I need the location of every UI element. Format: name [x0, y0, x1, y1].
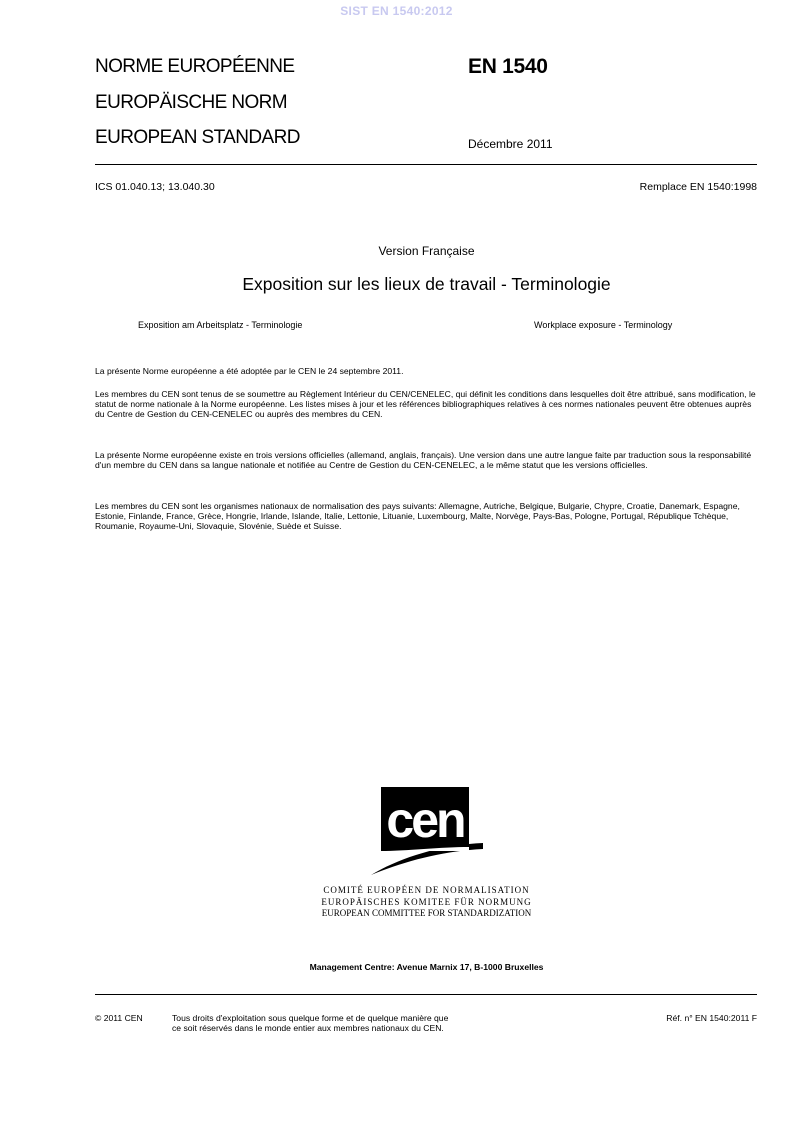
- watermark: SIST EN 1540:2012: [340, 4, 453, 18]
- title-english: Workplace exposure - Terminology: [534, 320, 673, 330]
- committee-names: [0, 885, 793, 920]
- committee-name-en: EUROPEAN COMMITTEE FOR STANDARDIZATION: [321, 908, 532, 918]
- copyright: © 2011 CEN: [95, 1013, 143, 1023]
- ics-codes: ICS 01.040.13; 13.040.30: [95, 181, 215, 193]
- svg-text:cen: cen: [386, 792, 464, 848]
- norm-name-en: EUROPEAN STANDARD: [95, 127, 300, 148]
- title-german: Exposition am Arbeitsplatz - Terminologie: [138, 320, 303, 330]
- members-rules-paragraph: Les membres du CEN sont tenus de se soumettre au Règlement Intérieur du CEN/CENELEC, qui définit les conditions dans lesquelles doit être attribué, sans modification, le statut de norme nationale à la Norme européenne. Les listes mises à jour et les références bibliographiques relatives à ces normes nationales peuvent être obtenues auprès du Centre de Gestion du CEN-CENELEC ou auprès des membres du CEN.: [95, 389, 756, 419]
- versions-paragraph: La présente Norme européenne existe en trois versions officielles (allemand, anglais, français). Une version dans une autre langue faite par traduction sous la responsabilité d'un membre du CEN dans sa langue nationale et notifiée au Centre de Gestion du CEN-CENELEC, a le même statut que les versions officielles.: [95, 450, 752, 470]
- norm-name-fr: NORME EUROPÉENNE: [95, 56, 295, 77]
- rights-line-1: Tous droits d'exploitation sous quelque forme et de quelque manière que: [172, 1013, 449, 1023]
- publication-date: Décembre 2011: [468, 137, 553, 151]
- cen-logo-icon: [371, 787, 483, 882]
- header-divider: [95, 164, 757, 165]
- norm-name-de: EUROPÄISCHE NORM: [95, 92, 288, 113]
- management-centre: Management Centre: Avenue Marnix 17, B-1000 Bruxelles: [309, 962, 544, 972]
- standard-number: EN 1540: [468, 55, 548, 78]
- rights-notice: [172, 1013, 572, 1033]
- document-title: Exposition sur les lieux de travail - Terminologie: [242, 274, 611, 294]
- adoption-paragraph: La présente Norme européenne a été adoptée par le CEN le 24 septembre 2011.: [95, 366, 404, 376]
- committee-name-fr: COMITÉ EUROPÉEN DE NORMALISATION: [323, 885, 530, 895]
- members-list-paragraph: Les membres du CEN sont les organismes nationaux de normalisation des pays suivants: Allemagne, Autriche, Belgique, Bulgarie, Chypre, Croatie, Danemark, Espagne, Estonie, Finlande, France, Grèce, Hongrie, Irlande, Islande, Italie, Lettonie, Lituanie, Luxembourg, Malte, Norvège, Pays-Bas, Pologne, Portugal, République Tchèque, Roumanie, Royaume-Uni, Slovaquie, Slovénie, Suède et Suisse.: [95, 501, 740, 531]
- version-label: Version Française: [378, 244, 475, 258]
- committee-name-de: EUROPÄISCHES KOMITEE FÜR NORMUNG: [321, 896, 532, 907]
- footer-divider: [95, 994, 757, 995]
- reference-number: Réf. n° EN 1540:2011 F: [666, 1013, 757, 1023]
- rights-line-2: ce soit réservés dans le monde entier aux membres nationaux du CEN.: [172, 1023, 444, 1033]
- replaces-note: Remplace EN 1540:1998: [639, 181, 757, 193]
